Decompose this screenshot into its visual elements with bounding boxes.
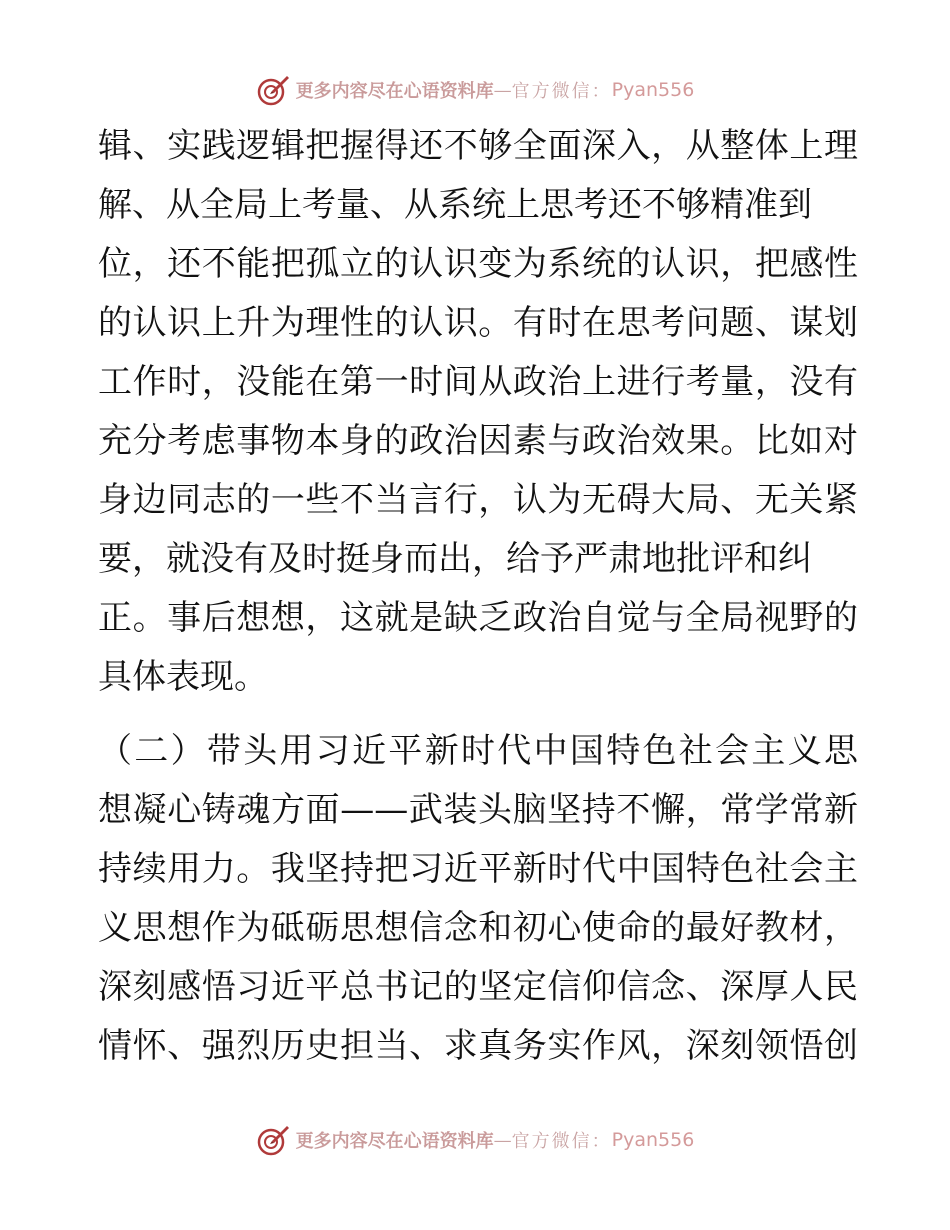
text-line: 解、从全局上考量、从系统上思考还不够精准到 (98, 185, 812, 225)
footer-watermark (0, 1120, 950, 1160)
text-line: 位，还不能把孤立的认识变为系统的认识，把感性 (98, 244, 858, 284)
text-line: 深刻感悟习近平总书记的坚定信仰信念、深厚人民 (98, 967, 858, 1007)
pen-logo-icon (256, 1123, 290, 1157)
text-line: 的认识上升为理性的认识。有时在思考问题、谋划 (98, 303, 858, 343)
text-line: 充分考虑事物本身的政治因素与政治效果。比如对 (98, 421, 858, 461)
text-line: 身边同志的一些不当言行，认为无碍大局、无关紧 (98, 480, 858, 520)
pen-logo-icon (256, 73, 290, 107)
text-line: 具体表现。 (98, 657, 268, 697)
text-line: 持续用力。我坚持把习近平新时代中国特色社会主 (98, 849, 858, 889)
text-line: 工作时，没能在第一时间从政治上进行考量，没有 (98, 362, 858, 402)
footer-wechat-id: Pyan556 (611, 1129, 695, 1151)
document-body (98, 117, 858, 1076)
header-separator: — (493, 79, 512, 101)
paragraph-2 (98, 722, 858, 1076)
footer-wechat-label: 官方微信： (511, 1131, 612, 1152)
paragraph-1 (98, 117, 858, 707)
text-line: 义思想作为砥砺思想信念和初心使命的最好教材， (98, 908, 858, 948)
header-wechat-id: Pyan556 (611, 79, 695, 101)
text-line: 想凝心铸魂方面——武装头脑坚持不懈，常学常新 (98, 790, 858, 830)
footer-separator: — (493, 1129, 512, 1151)
paragraph-gap (98, 707, 858, 722)
text-line: 正。事后想想，这就是缺乏政治自觉与全局视野的 (98, 598, 858, 638)
header-brand-text: 更多内容尽在心语资料库 (295, 81, 494, 102)
text-line: 辑、实践逻辑把握得还不够全面深入，从整体上理 (98, 126, 858, 166)
section-heading-line: （二）带头用习近平新时代中国特色社会主义思 (98, 731, 858, 771)
header-wechat-label: 官方微信： (511, 81, 612, 102)
text-line: 要，就没有及时挺身而出，给予严肃地批评和纠 (98, 539, 812, 579)
text-line: 情怀、强烈历史担当、求真务实作风，深刻领悟创 (98, 1026, 858, 1066)
footer-brand-text: 更多内容尽在心语资料库 (295, 1131, 494, 1152)
header-watermark (0, 70, 950, 110)
